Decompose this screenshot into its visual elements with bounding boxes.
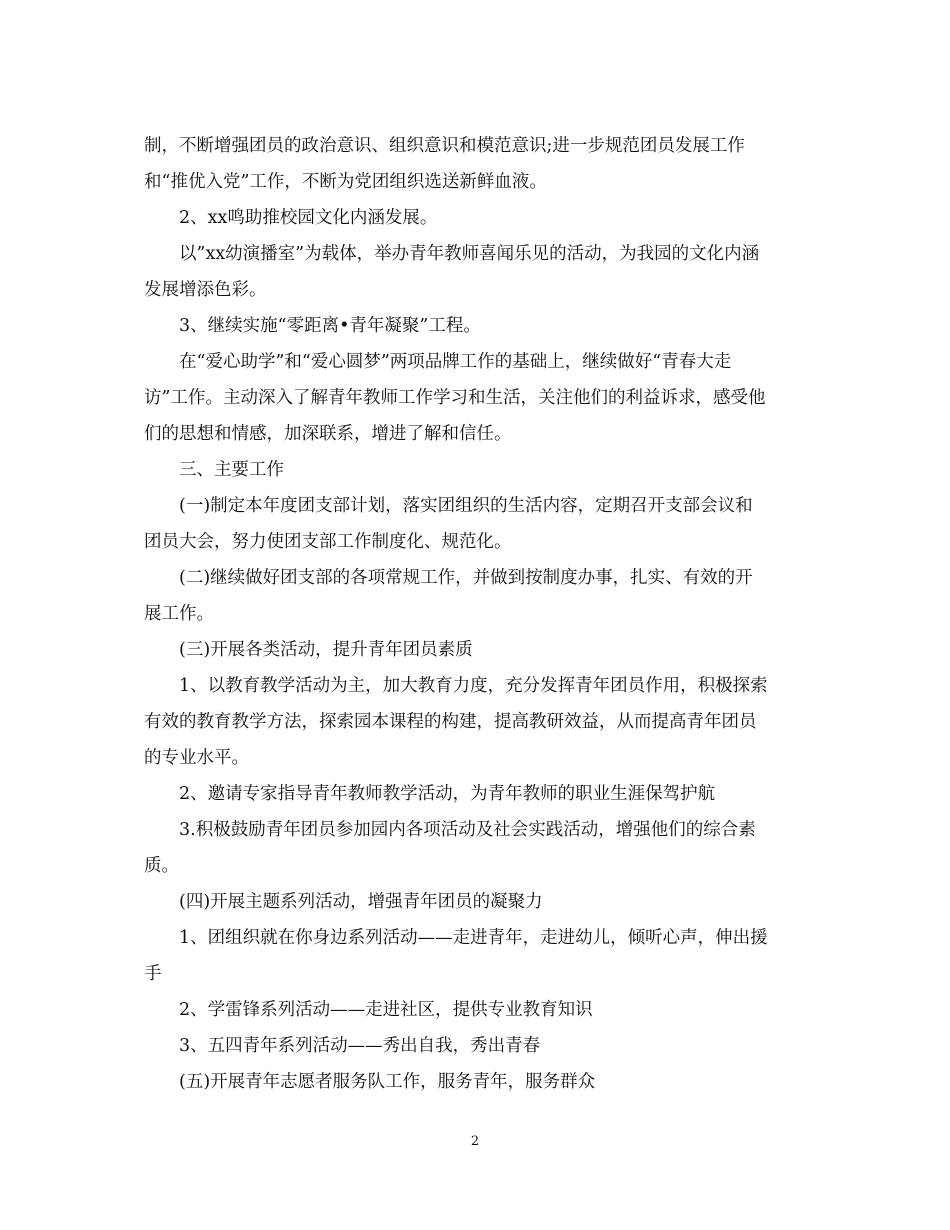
text-line: 发展增添色彩。 (144, 280, 267, 300)
document-body (144, 128, 814, 1100)
text-line: 制，不断增强团员的政治意识、组织意识和模范意识;进一步规范团员发展工作 (144, 136, 745, 156)
text-line: 展工作。 (144, 604, 214, 624)
text-line: 以”xx幼演播室”为载体，举办青年教师喜闻乐见的活动，为我园的文化内涵 (179, 244, 760, 264)
text-line: 1、团组织就在你身边系列活动——走进青年，走进幼儿，倾听心声，伸出援 (179, 928, 768, 948)
text-line: 有效的教育教学方法，探索园本课程的构建，提高教研效益，从而提高青年团员 (144, 712, 757, 732)
text-line: (五)开展青年志愿者服务队工作，服务青年，服务群众 (179, 1072, 596, 1092)
text-line: (二)继续做好团支部的各项常规工作，并做到按制度办事，扎实、有效的开 (179, 568, 753, 588)
text-line: 在“爱心助学”和“爱心圆梦”两项品牌工作的基础上，继续做好“青春大走 (179, 352, 732, 372)
text-line: 2、xx鸣助推校园文化内涵发展。 (179, 208, 438, 228)
text-line: (三)开展各类活动，提升青年团员素质 (179, 640, 473, 660)
text-line: (一)制定本年度团支部计划，落实团组织的生活内容，定期召开支部会议和 (179, 496, 753, 516)
text-line: 手 (144, 964, 162, 984)
text-line: 3、五四青年系列活动——秀出自我，秀出青春 (179, 1036, 541, 1056)
text-line: 们的思想和情感，加深联系，增进了解和信任。 (144, 424, 512, 444)
text-line: (四)开展主题系列活动，增强青年团员的凝聚力 (179, 892, 543, 912)
text-line: 团员大会，努力使团支部工作制度化、规范化。 (144, 532, 512, 552)
text-line: 3.积极鼓励青年团员参加园内各项活动及社会实践活动，增强他们的综合素 (179, 820, 756, 840)
page-number: 2 (470, 1134, 480, 1149)
text-line: 2、学雷锋系列活动——走进社区，提供专业教育知识 (179, 1000, 593, 1020)
text-line: 3、继续实施“零距离•青年凝聚”工程。 (179, 316, 481, 336)
text-line: 访”工作。主动深入了解青年教师工作学习和生活，关注他们的利益诉求，感受他 (144, 388, 766, 408)
text-line: 三、主要工作 (179, 460, 284, 480)
text-line: 1、以教育教学活动为主，加大教育力度，充分发挥青年团员作用，积极探索 (179, 676, 768, 696)
text-line: 2、邀请专家指导青年教师教学活动，为青年教师的职业生涯保驾护航 (179, 784, 716, 804)
text-line: 和“推优入党”工作，不断为党团组织选送新鲜血液。 (144, 172, 547, 192)
text-line: 的专业水平。 (144, 748, 249, 768)
text-line: 质。 (144, 856, 179, 876)
